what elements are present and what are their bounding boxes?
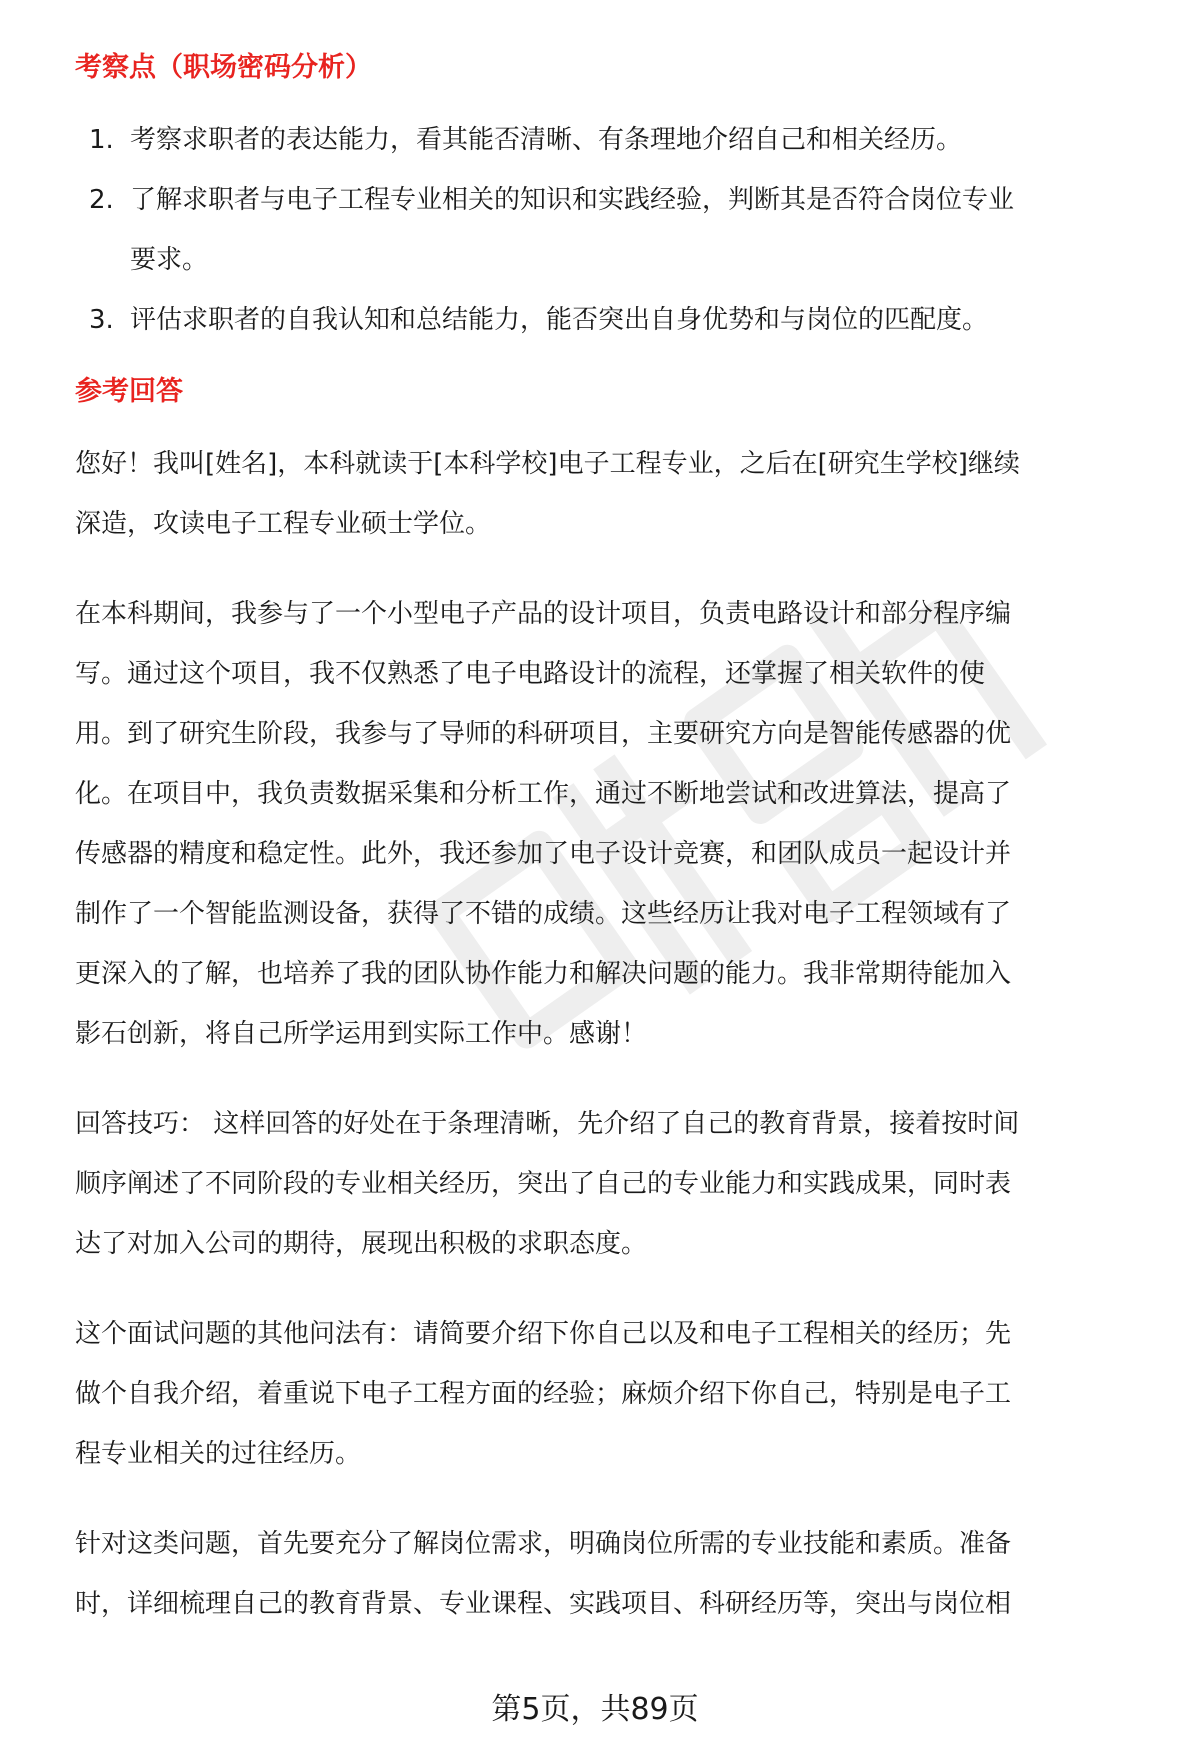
text-line: 在本科期间，我参与了一个小型电子产品的设计项目，负责电路设计和部分程序编 (75, 599, 1012, 629)
list-number: 1. (89, 125, 114, 155)
list-number: 3. (89, 305, 114, 335)
text-line: 顺序阐述了不同阶段的专业相关经历，突出了自己的专业能力和实践成果，同时表 (75, 1169, 1012, 1199)
text-line: 用。到了研究生阶段，我参与了导师的科研项目，主要研究方向是智能传感器的优 (75, 719, 1012, 749)
text-line: 深造，攻读电子工程专业硕士学位。 (75, 509, 492, 539)
paragraph-advice (75, 1514, 1165, 1634)
list-text: 要求。 (130, 245, 209, 275)
section-title-answer: 参考回答 (75, 376, 183, 407)
list-item (75, 110, 1165, 170)
text-line: 化。在项目中，我负责数据采集和分析工作，通过不断地尝试和改进算法，提高了 (75, 779, 1012, 809)
text-line: 程专业相关的过往经历。 (75, 1439, 362, 1469)
list-number: 2. (89, 185, 114, 215)
text-line: 做个自我介绍，着重说下电子工程方面的经验；麻烦介绍下你自己，特别是电子工 (75, 1379, 1012, 1409)
text-line: 回答技巧： 这样回答的好处在于条理清晰，先介绍了自己的教育背景，接着按时间 (75, 1109, 1020, 1139)
list-text: 评估求职者的自我认知和总结能力，能否突出自身优势和与岗位的匹配度。 (130, 305, 989, 335)
list-item (75, 170, 1165, 290)
paragraph-experience (75, 584, 1165, 1064)
text-line: 时，详细梳理自己的教育背景、专业课程、实践项目、科研经历等，突出与岗位相 (75, 1589, 1012, 1619)
text-line: 制作了一个智能监测设备，获得了不错的成绩。这些经历让我对电子工程领域有了 (75, 899, 1012, 929)
text-line: 写。通过这个项目，我不仅熟悉了电子电路设计的流程，还掌握了相关软件的使 (75, 659, 986, 689)
page-number: 第5页，共89页 (491, 1692, 699, 1727)
text-line: 针对这类问题，首先要充分了解岗位需求，明确岗位所需的专业技能和素质。准备 (75, 1529, 1012, 1559)
paragraph-intro (75, 434, 1165, 554)
text-line: 这个面试问题的其他问法有：请简要介绍下你自己以及和电子工程相关的经历；先 (75, 1319, 1012, 1349)
section-title-analysis: 考察点（职场密码分析） (75, 52, 372, 83)
text-line: 传感器的精度和稳定性。此外，我还参加了电子设计竞赛，和团队成员一起设计并 (75, 839, 1012, 869)
analysis-list (75, 110, 1165, 350)
list-text: 了解求职者与电子工程专业相关的知识和实践经验，判断其是否符合岗位专业 (130, 185, 1015, 215)
paragraph-alternatives (75, 1304, 1165, 1484)
text-line: 达了对加入公司的期待，展现出积极的求职态度。 (75, 1229, 648, 1259)
list-item (75, 290, 1165, 350)
list-text: 考察求职者的表达能力，看其能否清晰、有条理地介绍自己和相关经历。 (130, 125, 963, 155)
text-line: 影石创新，将自己所学运用到实际工作中。感谢！ (75, 1019, 648, 1049)
text-line: 更深入的了解，也培养了我的团队协作能力和解决问题的能力。我非常期待能加入 (75, 959, 1012, 989)
document-content (75, 48, 1165, 1634)
text-line: 您好！我叫[姓名]，本科就读于[本科学校]电子工程专业，之后在[研究生学校]继续 (75, 449, 1020, 479)
paragraph-tips (75, 1094, 1165, 1274)
